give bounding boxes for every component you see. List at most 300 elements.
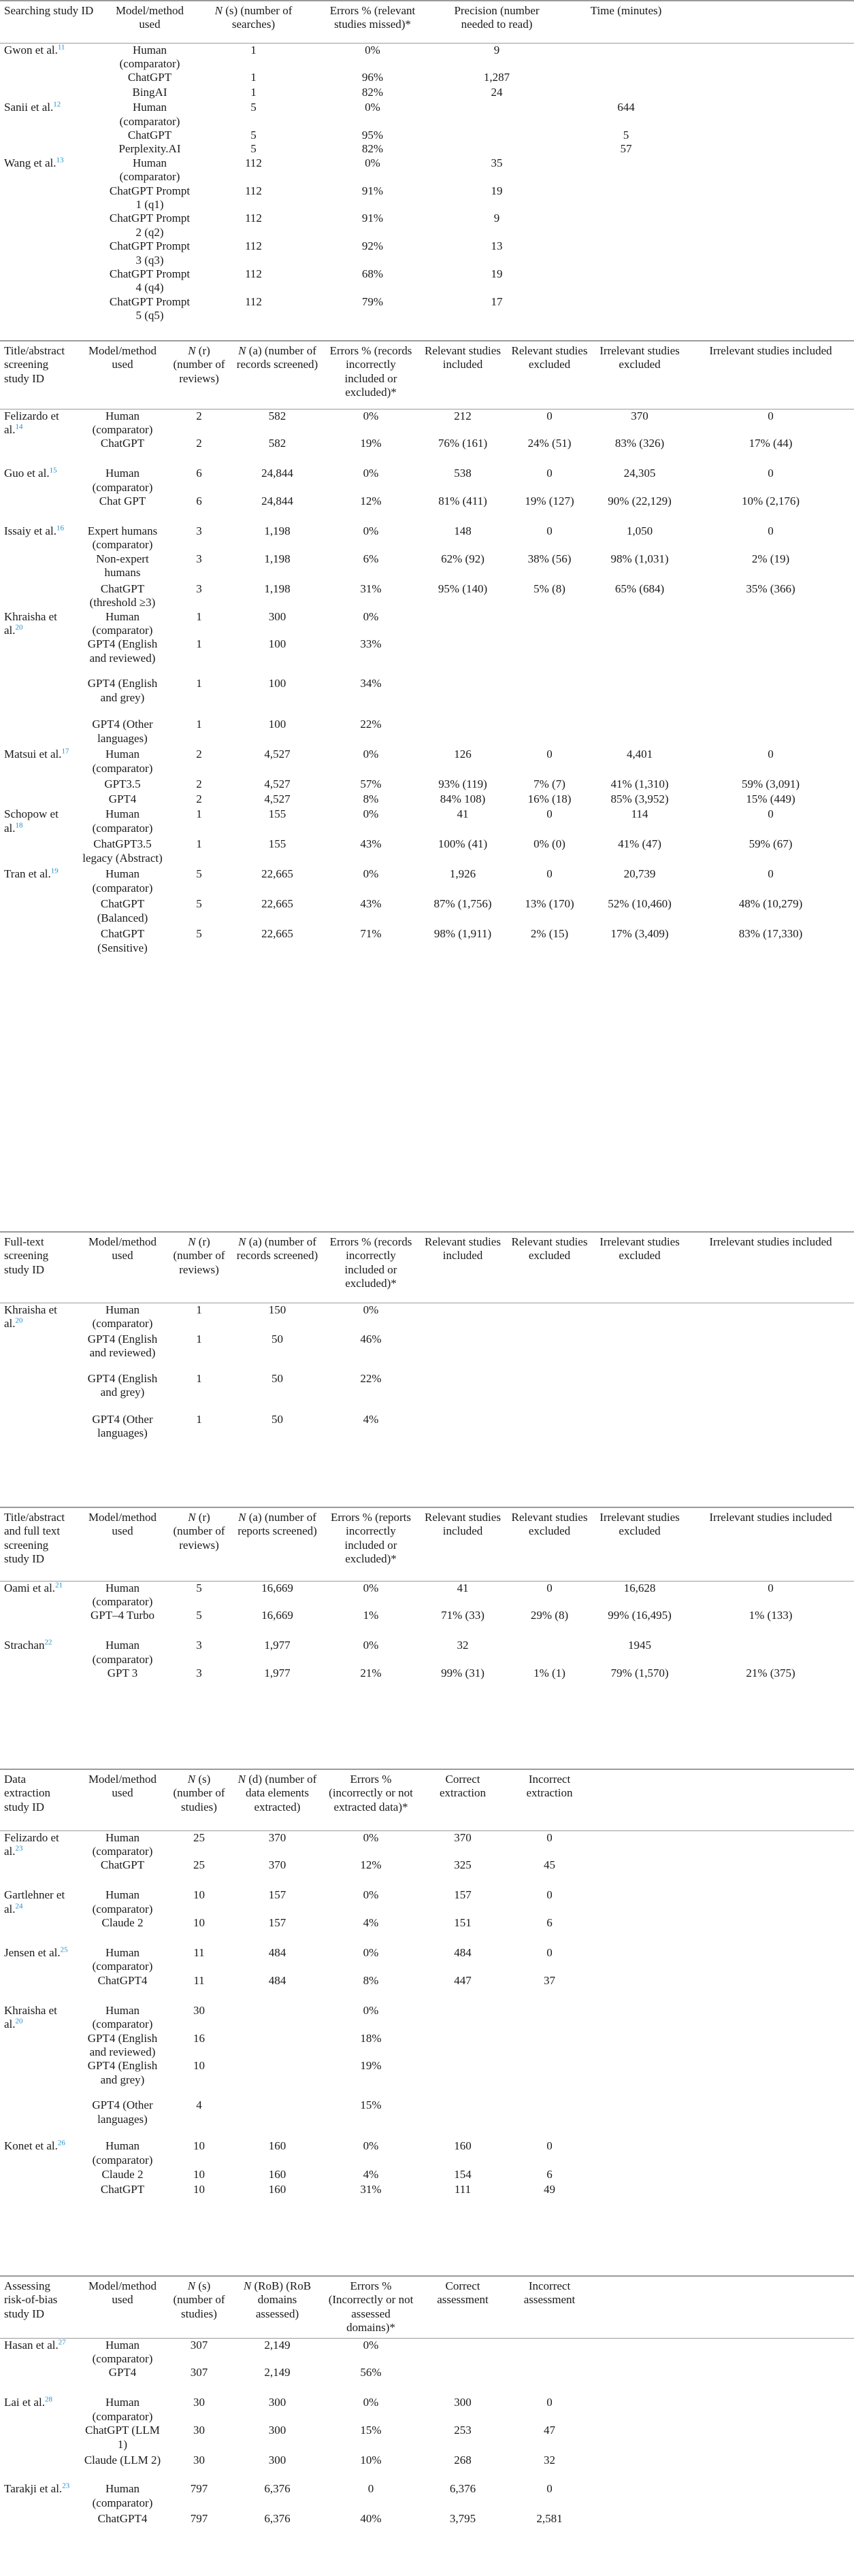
rob-table — [0, 2275, 854, 2542]
method-cell — [102, 212, 197, 239]
value: 19% (127) — [525, 495, 574, 508]
column-header-spacer — [694, 1, 854, 43]
spacer-cell — [694, 71, 854, 86]
value-cell — [418, 495, 507, 524]
study-id: Khraisha et al. — [4, 1303, 57, 1330]
value-cell — [323, 1639, 418, 1667]
value-cell — [167, 582, 231, 610]
table-row — [0, 1667, 854, 1694]
method-cell — [78, 2366, 167, 2396]
value: 155 — [268, 837, 286, 851]
value-cell — [507, 748, 592, 777]
value: 1 — [196, 1413, 202, 1426]
value: 0% — [365, 156, 380, 169]
value-cell — [507, 2168, 592, 2183]
method-label: Human (comparator) — [92, 1830, 153, 1858]
column-header-label: Relevant studies included — [425, 1511, 501, 1538]
column-header — [78, 1232, 167, 1303]
method-cell — [102, 184, 197, 212]
method-cell — [78, 2059, 167, 2098]
method-cell — [78, 1333, 167, 1372]
value-cell — [323, 2183, 418, 2198]
header-row — [0, 1769, 854, 1830]
value: 4,527 — [264, 777, 291, 791]
value: 155 — [268, 807, 286, 821]
value: 100 — [268, 718, 286, 731]
value-cell — [592, 409, 687, 437]
method-cell — [78, 1639, 167, 1667]
value-cell — [507, 2454, 592, 2482]
value: 0 — [768, 867, 774, 881]
value-cell — [167, 1639, 231, 1667]
table-row — [0, 1830, 854, 1858]
value: 95% (140) — [438, 582, 488, 595]
table-row — [0, 582, 854, 610]
value-cell — [231, 1946, 323, 1974]
table-row — [0, 748, 854, 777]
column-header-label: Relevant studies included — [425, 344, 501, 371]
value-cell — [167, 1888, 231, 1916]
study-id: Schopow et al. — [4, 807, 59, 835]
value-cell — [592, 777, 687, 792]
reference-link[interactable]: 20 — [15, 623, 23, 632]
column-header-spacer — [592, 1769, 854, 1830]
value-cell — [323, 2366, 418, 2396]
value-cell — [323, 807, 418, 837]
study-id-cell — [0, 1667, 78, 1694]
value-cell — [436, 212, 558, 239]
spacer-cell — [694, 43, 854, 71]
value: 76% (161) — [438, 437, 488, 450]
value-cell — [418, 677, 507, 718]
value: 0% — [363, 2139, 379, 2153]
spacer-cell — [592, 1946, 854, 1974]
value: 48% (10,279) — [738, 897, 803, 911]
value: 370 — [631, 409, 648, 422]
method-cell — [78, 718, 167, 748]
value-cell — [323, 897, 418, 927]
value-cell — [167, 2396, 231, 2424]
value-cell — [323, 2098, 418, 2139]
value: 0% — [363, 1888, 379, 1902]
value: 160 — [454, 2139, 472, 2153]
value-cell — [418, 467, 507, 495]
value-cell — [167, 777, 231, 792]
method-label: BingAI — [132, 86, 167, 99]
value-cell — [418, 748, 507, 777]
column-header — [167, 2276, 231, 2338]
study-id-cell — [0, 552, 78, 582]
value-cell — [418, 1303, 507, 1333]
value: 34% — [360, 677, 382, 690]
value-cell — [167, 2512, 231, 2542]
method-label: Human (comparator) — [92, 1946, 153, 1973]
reference-link[interactable]: 23 — [15, 1844, 23, 1853]
value: 5 — [623, 129, 629, 142]
value-cell — [418, 2512, 507, 2542]
table-row — [0, 409, 854, 437]
table-row — [0, 1639, 854, 1667]
combined-table — [0, 1507, 854, 1694]
value: 11 — [193, 1946, 205, 1960]
value-cell — [197, 43, 310, 71]
value: 484 — [454, 1946, 472, 1960]
method-label: ChatGPT (Sensitive) — [97, 927, 148, 954]
study-id-cell — [0, 867, 78, 897]
value-cell — [231, 718, 323, 748]
value: 1% — [363, 1609, 379, 1622]
column-header — [197, 1, 310, 43]
column-header — [0, 1507, 78, 1581]
value: 59% (67) — [749, 837, 793, 851]
value-cell — [418, 2098, 507, 2139]
value: 112 — [245, 184, 262, 197]
value: 83% (17,330) — [738, 927, 803, 941]
value: 37 — [544, 1973, 555, 1987]
header-row — [0, 2276, 854, 2338]
column-header-label: Searching study ID — [4, 4, 94, 17]
table-row — [0, 1581, 854, 1609]
n-symbol: N — [238, 344, 249, 357]
value-cell — [323, 867, 418, 897]
table-row — [0, 1974, 854, 2004]
method-cell — [78, 524, 167, 552]
study-id-cell — [0, 2454, 78, 2482]
reference-link[interactable]: 26 — [57, 2139, 65, 2147]
value-cell — [687, 927, 854, 957]
method-label: Human (comparator) — [92, 2396, 153, 2423]
column-header — [507, 2276, 592, 2338]
value: 150 — [268, 1303, 286, 1316]
column-header-label: (d) (number of data elements extracted) — [246, 1773, 317, 1813]
value: 5 — [196, 897, 202, 911]
column-header — [0, 341, 78, 409]
value-cell — [507, 637, 592, 677]
value: 1% (1) — [533, 1667, 565, 1680]
study-id-cell — [0, 409, 78, 437]
value: 0% — [363, 748, 379, 761]
value-cell — [436, 101, 558, 129]
column-header — [0, 2276, 78, 2338]
reference-link[interactable]: 13 — [56, 156, 64, 165]
value-cell — [231, 2366, 323, 2396]
value-cell — [231, 2183, 323, 2198]
reference-link[interactable]: 20 — [15, 2017, 23, 2026]
study-id: Issaiy et al. — [4, 524, 56, 538]
table-row — [0, 86, 854, 101]
method-cell — [78, 495, 167, 524]
table-row — [0, 718, 854, 748]
column-header — [323, 2276, 418, 2338]
column-header-label: (a) (number of records screened) — [236, 1235, 318, 1262]
reference-link[interactable]: 20 — [15, 1316, 23, 1325]
column-header — [418, 1232, 507, 1303]
column-header-label: Errors % (relevant studies missed)* — [329, 4, 416, 31]
study-id: Felizardo et al. — [4, 409, 59, 436]
value-cell — [507, 1639, 592, 1667]
n-symbol: N — [214, 4, 226, 17]
value: 0 — [546, 2482, 553, 2496]
reference-link[interactable]: 12 — [53, 100, 61, 109]
value-cell — [167, 1581, 231, 1609]
value-cell — [310, 212, 436, 239]
value-cell — [310, 129, 436, 142]
value-cell — [418, 1413, 507, 1443]
value-cell — [558, 184, 694, 212]
value-cell — [167, 1946, 231, 1974]
column-header-label: (s) (number of searches) — [225, 4, 293, 31]
value: 25 — [193, 1830, 205, 1844]
value: 22,665 — [261, 927, 293, 941]
value-cell — [507, 1303, 592, 1333]
study-id-cell — [0, 495, 78, 524]
value-cell — [687, 1667, 854, 1694]
method-cell — [78, 897, 167, 927]
column-header-label: Time (minutes) — [590, 4, 662, 17]
searching-table — [0, 0, 854, 323]
value-cell — [592, 437, 687, 467]
method-cell — [78, 2424, 167, 2454]
value: 0% — [363, 2003, 379, 2017]
value: 5 — [196, 927, 202, 941]
value: 83% (326) — [614, 437, 665, 450]
column-header-label: Precision (number needed to read) — [454, 4, 540, 31]
reference-link[interactable]: 22 — [44, 1638, 52, 1647]
study-id-cell — [0, 2059, 78, 2098]
value: 253 — [454, 2424, 472, 2437]
column-header — [0, 1769, 78, 1830]
value-cell — [418, 927, 507, 957]
value-cell — [507, 718, 592, 748]
study-id-cell — [0, 1609, 78, 1639]
value-cell — [231, 2482, 323, 2512]
reference-link[interactable]: 28 — [44, 2395, 52, 2404]
spacer-cell — [592, 2338, 854, 2366]
value-cell — [507, 837, 592, 867]
value: 1 — [250, 71, 257, 84]
reference-link[interactable]: 18 — [15, 821, 23, 830]
value-cell — [231, 582, 323, 610]
method-label: Claude 2 — [101, 1916, 144, 1930]
reference-link[interactable]: 11 — [57, 42, 65, 51]
value-cell — [323, 582, 418, 610]
table-row — [0, 2396, 854, 2424]
table-row — [0, 2424, 854, 2454]
value-cell — [167, 2338, 231, 2366]
method-label: ChatGPT (LLM 1) — [85, 2424, 160, 2451]
study-id: Gwon et al. — [4, 43, 58, 56]
value: 484 — [268, 1973, 286, 1987]
method-cell — [78, 2396, 167, 2424]
table-row — [0, 2032, 854, 2060]
column-header — [507, 341, 592, 409]
spacer-cell — [694, 239, 854, 267]
reference-link[interactable]: 17 — [61, 747, 69, 756]
value: 151 — [454, 1916, 472, 1930]
value-cell — [167, 1974, 231, 2004]
reference-link[interactable]: 14 — [15, 422, 23, 431]
n-symbol: N — [187, 1773, 199, 1786]
table-row — [0, 1858, 854, 1888]
value: 0 — [546, 807, 553, 821]
value: 16,669 — [261, 1581, 293, 1594]
value-cell — [436, 156, 558, 184]
value: 0 — [546, 524, 553, 538]
value: 79% (1,570) — [610, 1667, 669, 1680]
value: 0% — [365, 43, 380, 56]
method-label: Human (comparator) — [92, 748, 153, 775]
value: 0 — [546, 1830, 553, 1844]
reference-link[interactable]: 27 — [58, 2337, 66, 2346]
n-symbol: N — [188, 344, 199, 357]
value: 22% — [360, 1372, 382, 1385]
value-cell — [167, 2183, 231, 2198]
method-label: Human (comparator) — [92, 1303, 153, 1330]
reference-link[interactable]: 15 — [49, 466, 57, 475]
value-cell — [310, 142, 436, 156]
value: 300 — [268, 609, 286, 623]
value: 41 — [457, 807, 469, 821]
value-cell — [418, 1372, 507, 1413]
value-cell — [592, 748, 687, 777]
value: 5 — [196, 1581, 202, 1594]
column-header-label: Correct extraction — [440, 1773, 486, 1800]
value: 30 — [193, 2454, 205, 2467]
column-header-label: Irrelevant studies excluded — [600, 344, 680, 371]
value: 16% (18) — [527, 792, 572, 806]
value-cell — [231, 409, 323, 437]
method-cell — [102, 101, 197, 129]
value: 13 — [491, 239, 503, 253]
spacer-cell — [592, 2396, 854, 2424]
value-cell — [418, 2183, 507, 2198]
method-cell — [102, 43, 197, 71]
value-cell — [507, 927, 592, 957]
method-label: ChatGPT Prompt 5 (q5) — [109, 295, 191, 322]
value-cell — [197, 101, 310, 129]
value: 65% (684) — [614, 582, 665, 595]
reference-link[interactable]: 19 — [50, 867, 59, 875]
method-cell — [78, 582, 167, 610]
value-cell — [167, 748, 231, 777]
table-row — [0, 437, 854, 467]
table-row — [0, 1946, 854, 1974]
method-cell — [78, 2032, 167, 2060]
table-row — [0, 2454, 854, 2482]
value: 2% (15) — [530, 927, 569, 941]
reference-link[interactable]: 24 — [15, 1902, 23, 1911]
table-row — [0, 1372, 854, 1413]
spacer-cell — [592, 2059, 854, 2098]
column-header-label: (s) (number of studies) — [173, 1773, 225, 1813]
value: 10 — [193, 2168, 205, 2181]
value: 4% — [363, 1916, 379, 1930]
value-cell — [323, 1974, 418, 2004]
reference-link[interactable]: 21 — [55, 1580, 63, 1589]
method-label: Human (comparator) — [92, 2139, 153, 2167]
value: 0% — [363, 1946, 379, 1960]
value: 157 — [454, 1888, 472, 1902]
reference-link[interactable]: 25 — [60, 1945, 68, 1954]
value-cell — [687, 467, 854, 495]
value-cell — [418, 2338, 507, 2366]
value-cell — [167, 467, 231, 495]
method-label: ChatGPT — [127, 129, 172, 142]
value: 370 — [454, 1830, 472, 1844]
value: 4% — [363, 1413, 379, 1426]
value: 3 — [196, 1639, 202, 1652]
column-header — [0, 1, 102, 43]
value: 43% — [360, 897, 382, 911]
method-cell — [78, 2512, 167, 2542]
value: 57 — [620, 142, 632, 156]
value-cell — [231, 1639, 323, 1667]
reference-link[interactable]: 23 — [62, 2481, 70, 2490]
value-cell — [592, 897, 687, 927]
method-label: Expert humans (comparator) — [87, 524, 158, 552]
method-label: Human (comparator) — [92, 867, 153, 894]
column-header-label: Model/method used — [115, 4, 184, 31]
value: 0% — [363, 867, 379, 881]
value: 111 — [454, 2183, 472, 2196]
column-header-label: Model/method used — [88, 1773, 157, 1800]
column-header — [231, 2276, 323, 2338]
value: 50 — [272, 1333, 283, 1345]
value-cell — [323, 1858, 418, 1888]
value: 307 — [190, 2366, 208, 2379]
reference-link[interactable]: 16 — [56, 524, 64, 533]
method-label: ChatGPT Prompt 2 (q2) — [109, 212, 191, 239]
value-cell — [558, 156, 694, 184]
method-label: Human (comparator) — [92, 2338, 153, 2365]
column-header-label: (s) (number of studies) — [173, 2279, 225, 2320]
column-header-label: Irrelevant studies included — [709, 1511, 832, 1524]
value: 17% (3,409) — [610, 927, 669, 941]
value: 46% — [360, 1333, 382, 1345]
value: 0% — [363, 409, 379, 422]
value-cell — [323, 1916, 418, 1946]
study-id: Tran et al. — [4, 867, 51, 881]
table-row — [0, 837, 854, 867]
spacer-cell — [592, 2366, 854, 2396]
value-cell — [507, 1372, 592, 1413]
value: 19% — [360, 437, 382, 450]
value: 59% (3,091) — [742, 777, 800, 791]
value: 644 — [617, 101, 635, 114]
value-cell — [197, 184, 310, 212]
study-id-cell — [0, 239, 102, 267]
method-cell — [78, 748, 167, 777]
value: 4,527 — [264, 792, 291, 806]
column-header — [687, 1507, 854, 1581]
method-cell — [78, 677, 167, 718]
method-label: ChatGPT Prompt 4 (q4) — [109, 267, 191, 295]
value-cell — [418, 1667, 507, 1694]
method-cell — [102, 129, 197, 142]
value: 47 — [544, 2424, 555, 2437]
value-cell — [418, 2032, 507, 2060]
value: 160 — [268, 2183, 286, 2196]
study-id: Tarakji et al. — [4, 2482, 63, 2496]
spacer-cell — [592, 1830, 854, 1858]
value-cell — [323, 1830, 418, 1858]
column-header — [507, 1769, 592, 1830]
value: 300 — [454, 2396, 472, 2409]
value: 0 — [546, 1581, 553, 1594]
value: 40% — [360, 2512, 382, 2526]
value: 82% — [361, 142, 384, 156]
table-row — [0, 637, 854, 677]
